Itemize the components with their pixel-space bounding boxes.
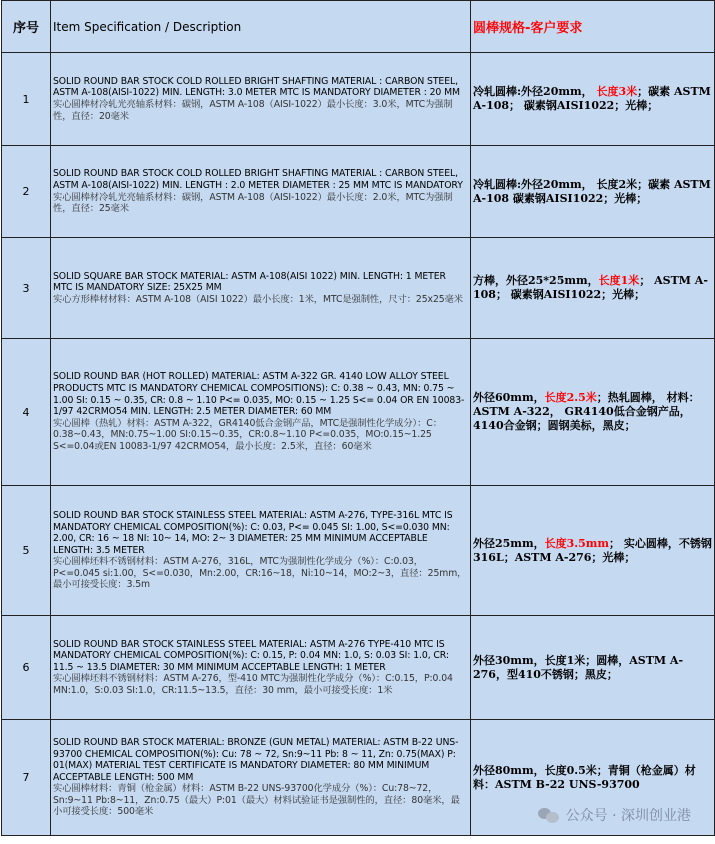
description-cn: 实心圆棒（热轧）材料：ASTM A-322，GR4140低合金钢产品，MTC是强制性化学成分）：C：0.38~0.43，MN:0.75~1.00 SI:0.15~0.35，CR:0.8~1.10 P<=0.035，MO:0.15~1.25 S<=0.04或EN 10083-1/97 42CRMO54，最小长度：2.5米，直径：60毫米 xyxy=(53,417,442,452)
row-description xyxy=(51,238,471,339)
description-en: SOLID ROUND BAR STOCK COLD ROLLED BRIGHT SHAFTING MATERIAL : CARBON STEEL, ASTM A-108(AISI-1022) MIN. LENGTH: 3.0 METER MTC IS MANDATORY DIAMETER : 20 MM xyxy=(53,75,460,99)
header-no: 序号 xyxy=(2,1,51,53)
requirement-highlight: 长度1米 xyxy=(598,274,640,287)
requirement-text: 方棒，外径25*25mm， xyxy=(473,274,599,287)
table-row xyxy=(2,339,715,486)
watermark-text: 公众号 · 深圳创业港 xyxy=(565,808,691,824)
row-number: 2 xyxy=(2,146,51,238)
requirement-text: 冷轧圆棒:外径20mm， 长度2米；碳素 ASTM A-108 碳素钢AISI1022；光棒； xyxy=(473,177,711,205)
row-description xyxy=(51,486,471,616)
requirement-text-rest: ；热轧圆棒， 材料：ASTM A-322， GR4140低合金钢产品， 4140合金钢；圆钢美标，黑皮； xyxy=(473,391,700,432)
row-description xyxy=(51,720,471,836)
description-en: SOLID SQUARE BAR STOCK MATERIAL: ASTM A-108(AISI 1022) MIN. LENGTH: 1 METER MTC IS MANDATORY SIZE: 25X25 MM xyxy=(53,270,446,294)
row-number: 1 xyxy=(2,53,51,146)
spec-table xyxy=(1,0,715,836)
row-description xyxy=(51,616,471,720)
requirement-highlight: 长度3.5mm xyxy=(544,536,610,550)
row-number: 3 xyxy=(2,238,51,339)
header-description: Item Specification / Description xyxy=(51,1,471,53)
description-cn: 实心圆棒坯料不锈钢材料：ASTM A-276，316L，MTC为强制性化学成分（%）：C:0.03，P<=0.045 si:1.00，S<=0.030，Mn:2.00，CR:16~18，Ni:10~14，MO:2~3，直径：25mm，最小可接受长度：3.5m xyxy=(53,556,467,591)
row-number: 6 xyxy=(2,616,51,720)
row-description xyxy=(51,146,471,238)
table-row xyxy=(2,238,715,339)
table-row xyxy=(2,146,715,238)
requirement-text: 外径80mm，长度0.5米；青铜（枪金属）材料：ASTM B-22 UNS-93700 xyxy=(473,763,696,791)
row-requirement xyxy=(471,486,715,616)
header-customer-requirement: 圆棒规格-客户要求 xyxy=(471,1,715,53)
requirement-text-rest: ； ASTM A-108； 碳素钢AISI1022；光棒； xyxy=(473,274,708,301)
requirement-highlight: 长度2.5米 xyxy=(544,391,597,404)
description-en: SOLID ROUND BAR (HOT ROLLED) MATERIAL: ASTM A-322 GR. 4140 LOW ALLOY STEEL PRODUCTS MTC IS MANDATORY CHEMICAL COMPOSITIONS): C: 0.38 ~ 0.43, MN: 0.75 ~ 1.00 SI: 0.15 ~ 0.35, CR: 0.8 ~ 1.10 P<= 0.035, MO: 0.15 ~ 1.25 S<= 0.04 OR EN 10083-1/97 42CRMO54 MIN. LENGTH: 2.5 METER DIAMETER: 60 MM xyxy=(53,371,465,418)
requirement-text: 外径30mm，长度1米；圆棒，ASTM A-276，型410不锈钢；黑皮； xyxy=(473,653,684,681)
description-cn: 实心方形棒材材料：ASTM A-108（AISI 1022）最小长度：1米，MTC是强制性，尺寸：25x25毫米 xyxy=(53,293,463,305)
row-description xyxy=(51,339,471,486)
description-cn: 实心圆棒坯料不锈钢材料：ASTM A-276，型-410 MTC为强制性化学成分（%）：C:0.15，P:0.04 MN:1.0，S:0.03 SI:1.0，CR:11.5~13.5，直径：30 mm，最小可接受长度：1米 xyxy=(53,673,453,696)
wechat-icon xyxy=(538,807,560,823)
row-requirement xyxy=(471,616,715,720)
description-cn: 实心圆棒材料：青铜（枪金属）材料：ASTM B-22 UNS-93700化学成分（%）：Cu:78~72，Sn:9~11 Pb:8~11，Zn:0.75（最大）P:01（最大）材料试验证书是强制性的，直径：80毫米，最小可接受长度：500毫米 xyxy=(53,783,460,818)
header-row xyxy=(2,1,715,53)
description-en: SOLID ROUND BAR STOCK COLD ROLLED BRIGHT SHAFTING MATERIAL : CARBON STEEL, ASTM A-108(AISI-1022) MIN. LENGTH : 2.0 METER DIAMETER : 25 MM MTC IS MANDATORY xyxy=(53,168,463,191)
requirement-text: 冷轧圆棒:外径20mm， xyxy=(473,85,597,98)
row-number: 7 xyxy=(2,720,51,836)
requirement-highlight: 长度3米 xyxy=(596,85,638,98)
table-row xyxy=(2,486,715,616)
table-row xyxy=(2,53,715,146)
table-row xyxy=(2,616,715,720)
requirement-text-rest: ；碳素 ASTM A-108； 碳素钢AISI1022；光棒； xyxy=(473,85,711,112)
description-cn: 实心圆棒材冷轧光亮轴系材料：碳钢，ASTM A-108（AISI-1022）最小长度：2.0米，MTC为强制性，直径：25毫米 xyxy=(53,191,453,215)
row-description xyxy=(51,53,471,146)
requirement-text-rest: ； 实心圆棒，不锈钢316L；ASTM A-276；光棒； xyxy=(473,536,712,564)
description-en: SOLID ROUND BAR STOCK STAINLESS STEEL MATERIAL: ASTM A-276 TYPE-410 MTC IS MANDATORY CHEMICAL COMPOSITION(%): C: 0.15, P: 0.04 MN: 1.0, S: 0.03 SI: 1.0, CR: 11.5 ~ 13.5 DIAMETER: 30 MM MINIMUM ACCEPTABLE LENGTH: 1 METER xyxy=(53,638,449,673)
description-en: SOLID ROUND BAR STOCK MATERIAL: BRONZE (GUN METAL) MATERIAL: ASTM B-22 UNS-93700 CHEMICAL COMPOSITION(%): Cu: 78 ~ 72, Sn:9~11 Pb: 8 ~ 11, Zn: 0.75(MAX) P: 01(MAX) MATERIAL TEST CERTIFICATE IS MANDATORY DIAMETER: 80 MM MINIMUM ACCEPTABLE LENGTH: 500 MM xyxy=(53,736,459,783)
row-requirement xyxy=(471,53,715,146)
row-requirement xyxy=(471,146,715,238)
description-cn: 实心圆棒材冷轧光亮轴系材料：碳钢，ASTM A-108（AISI-1022）最小长度：3.0米，MTC为强制性，直径：20毫米 xyxy=(53,99,453,122)
watermark xyxy=(538,805,691,825)
row-requirement xyxy=(471,339,715,486)
row-number: 5 xyxy=(2,486,51,616)
requirement-text: 外径60mm， xyxy=(473,391,545,404)
row-number: 4 xyxy=(2,339,51,486)
row-requirement xyxy=(471,238,715,339)
description-en: SOLID ROUND BAR STOCK STAINLESS STEEL MATERIAL: ASTM A-276, TYPE-316L MTC IS MANDATORY CHEMICAL COMPOSITION(%): C: 0.03, P<= 0.045 SI: 1.00, S<=0.030 MN: 2.00, CR: 16 ~ 18 NI: 10~ 14, MO: 2~ 3 DIAMETER: 25 MM MINIMUM ACCEPTABLE LENGTH: 3.5 METER xyxy=(53,509,453,556)
requirement-text: 外径25mm， xyxy=(473,536,545,550)
